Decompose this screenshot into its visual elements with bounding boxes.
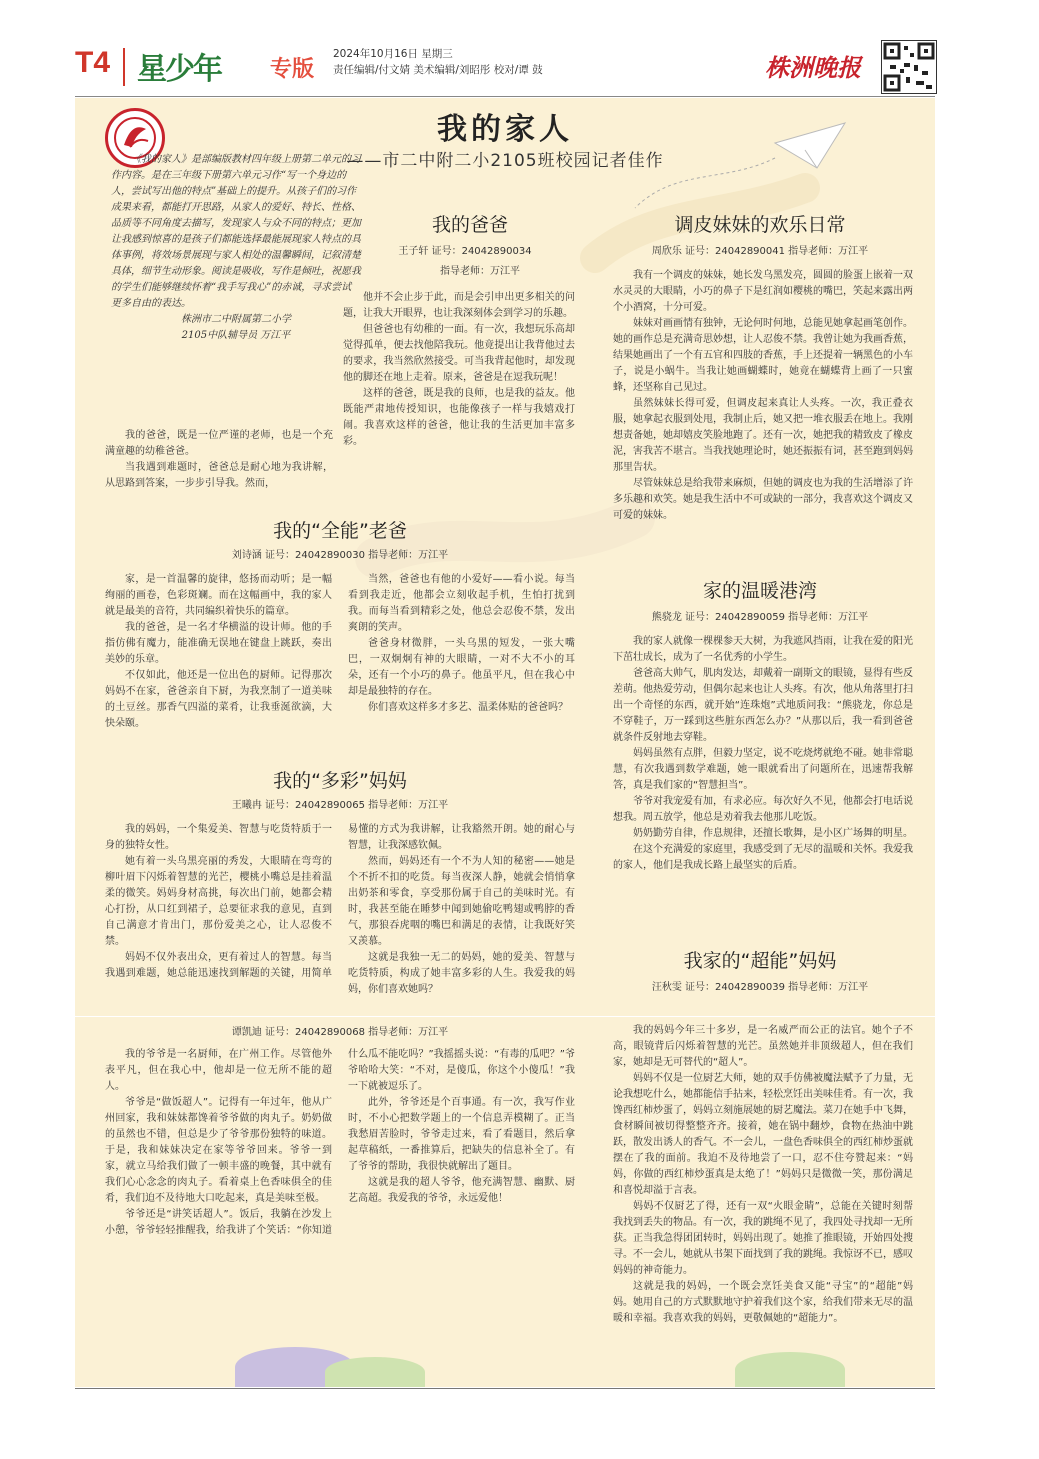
intro-signature-teacher: 2105中队辅导员 万江平 (181, 330, 291, 341)
intro-paragraph: 《我的家人》是部编版教材四年级上册第二单元的习作内容。是在三年级下册第六单元习作“写一个身边的人，尝试写出他的特点”基础上的提升。从孩子们的习作成果来看，都能打开思路，从家人的爱好、特长、性格、品质等不同角度去描写，发现家人与众不同的特点；更加让我感到惊喜的是孩子们都能选择最能展现家人特点的具体事例，将效场景展现与家人相处的温馨瞬间，记叙清楚具体，细节生动形象。阅读是吸收，写作是倾吐，祝愿我的学生们能够继续怀着“我手写我心”的赤诚，寻求尝试更多自由的表达。 (111, 154, 361, 309)
paragraph: 他并不会止步于此，而是会引申出更多相关的问题，让我大开眼界，也让我深刻体会到学习的乐趣。 (343, 292, 575, 319)
decorative-hill (735, 1352, 845, 1387)
article-byline-super-mom: 汪秋雯 证号：24042890039 指导老师：万江平 (651, 982, 869, 993)
teacher-intro (111, 152, 361, 344)
header-divider (123, 48, 125, 86)
article-body-father (343, 290, 575, 450)
paragraph: 不仅如此，他还是一位出色的厨师。记得那次妈妈不在家，爸爸亲自下厨，为我烹制了一道美味的土豆丝。那香气四溢的菜肴，让我垂涎欲滴，大快朵颐。 (105, 670, 332, 729)
paragraph: 此外，爷爷还是个百事通。有一次，我写作业时，不小心把数学题上的一个信息弄模糊了。正当我愁眉苦脸时，爷爷走过来，看了看题目，然后拿起草稿纸，一番推算后，把缺失的信息补全了。有了爷爷的帮助，我很快就解出了题目。 (348, 1097, 575, 1172)
paragraph: 妈妈不仅是一位厨艺大师，她的双手仿佛被魔法赋予了力量，无论我想吃什么，她都能信手拈来，轻松烹饪出美味佳肴。有一次，我馋西红柿炒蛋了，妈妈立刻施展她的厨艺魔法。菜刀在她手中飞舞，食材瞬间被切得整整齐齐。接着，她在锅中翻炒，食物在热油中跳跃，散发出诱人的香气。不一会儿，一盘色香味俱全的西红柿炒蛋就摆在了我的面前。我迫不及待地尝了一口，忍不住夸赞起来：“妈妈，你做的西红柿炒蛋真是太绝了！”妈妈只是微微一笑，那份满足和喜悦却溢于言表。 (613, 1073, 913, 1196)
article-byline-allround-dad: 刘诗涵 证号：24042890030 指导老师：万江平 (231, 550, 449, 561)
footer-rule (75, 1388, 935, 1389)
content-area-lower (75, 1017, 935, 1387)
editors-line: 责任编辑/付文婧 美术编辑/刘昭彤 校对/谭 鼓 (333, 64, 543, 76)
article-title-colorful-mom: 我的“多彩”妈妈 (273, 770, 407, 792)
edition-label: 专版 (270, 57, 315, 82)
article-teacher-father: 指导老师：万江平 (440, 266, 520, 277)
article-title-super-mom: 我家的“超能”妈妈 (683, 950, 837, 972)
paragraph: 但爸爸也有幼稚的一面。有一次，我想玩乐高却觉得孤单，便去找他陪我玩。他竟提出让我背他过去的要求，我当然欣然接受。可当我背起他时，却发现他的脚还在地上走着。原来，爸爸是在逗我玩呢！ (343, 324, 575, 383)
paragraph: 爸爸身材微胖，一头乌黑的短发，一张大嘴巴，一双炯炯有神的大眼睛，一对不大不小的耳朵，还有一个小巧的鼻子。他虽平凡，但在我心中却是最独特的存在。 (348, 638, 575, 697)
article-title-father: 我的爸爸 (431, 214, 508, 236)
article-title-warm-harbor: 家的温暖港湾 (702, 580, 817, 602)
paragraph: 尽管妹妹总是给我带来麻烦，但她的调皮也为我的生活增添了许多乐趣和欢笑。她是我生活中不可或缺的一部分，我喜欢这个调皮又可爱的妹妹。 (613, 478, 913, 521)
paragraph: 你们喜欢这样多才多艺、温柔体贴的爸爸吗？ (368, 702, 568, 713)
article-byline-warm-harbor: 熊骁龙 证号：24042890059 指导老师：万江平 (651, 612, 869, 623)
paragraph: 爷爷对我宠爱有加，有求必应。每次好久不见，他都会打电话说想我。周五放学，他总是劝着我去他那儿吃饭。 (613, 796, 913, 823)
paragraph: 这就是我独一无二的妈妈，她的爱美、智慧与吃货特质，构成了她丰富多彩的人生。我爱我的妈妈，你们喜欢她吗？ (348, 952, 575, 995)
header-meta (333, 46, 543, 78)
article-byline-father: 王子轩 证号：24042890034 (398, 246, 532, 257)
paragraph: 这就是我的超人爷爷，他充满智慧、幽默、厨艺高超。我爱我的爷爷，永远爱他！ (348, 1177, 575, 1204)
paragraph: 妹妹对画画情有独钟，无论何时何地，总能见她拿起画笔创作。她的画作总是充满奇思妙想，让人忍俊不禁。我曾让她为我画香蕉，结果她画出了一个有五官和四肢的香蕉，手上还提着一辆黑色的小车子，说是小蜗牛。当我让她画蝴蝶时，她竟在蝴蝶背上画了一只蜜蜂，还坚称自己见过。 (613, 318, 913, 393)
decorative-hill (325, 1357, 425, 1387)
paragraph: 我的妈妈今年三十多岁，是一名威严而公正的法官。她个子不高，眼镜背后闪烁着智慧的光芒。虽然她并非顶级超人，但在我们家，她却是无可替代的“超人”。 (613, 1025, 913, 1068)
paragraph: 我的爸爸，是一名才华横溢的设计师。他的手指仿佛有魔力，能准确无误地在键盘上跳跃，奏出美妙的乐章。 (105, 622, 332, 665)
article-body-warm-harbor (613, 634, 913, 874)
page-subtitle: ——市二中附二小2105班校园记者佳作 (346, 151, 664, 171)
article-title-naughty-sister: 调皮妹妹的欢乐日常 (674, 214, 846, 236)
article-byline-colorful-mom: 王曦冉 证号：24042890065 指导老师：万江平 (231, 800, 449, 811)
article-body-colorful-mom (105, 822, 575, 1018)
header-rule (75, 96, 935, 97)
paragraph: 妈妈不仅厨艺了得，还有一双“火眼金睛”，总能在关键时刻帮我找到丢失的物品。有一次，我的跳绳不见了，我四处寻找却一无所获。正当我急得团团转时，妈妈出现了。她推了推眼镜，开始四处搜寻。不一会儿，她就从书架下面找到了我的跳绳。我惊讶不已，感叹妈妈的神奇能力。 (613, 1201, 913, 1276)
article-body-naughty-sister (613, 268, 913, 524)
intro-signature-school: 株洲市二中附属第二小学 (181, 314, 291, 325)
paragraph: 虽然妹妹长得可爱，但调皮起来真让人头疼。一次，我正叠衣服，她拿起衣服到处甩，我制止后，她又把一堆衣服丢在地上。我刚想责备她，她却嬉皮笑脸地跑了。还有一次，她把我的精致皮了橡皮泥，害我苦不堪言。当我找她理论时，她还振振有词，甚至跑到妈妈那里告状。 (613, 398, 913, 473)
paragraph: 她有着一头乌黑亮丽的秀发，大眼睛在弯弯的柳叶眉下闪烁着智慧的光芒，樱桃小嘴总是挂着温柔的微笑。妈妈身材高挑，每次出门前，她都会精心打扮，从口红到裙子，总要征求我的意见，直到自己满意才肯出门，那份爱美之心，让人忍俊不禁。 (105, 856, 332, 947)
article-body-allround-dad (105, 572, 575, 758)
page-number: T4 (75, 46, 111, 79)
brand-logo-text: 星少年 (137, 52, 221, 87)
paragraph: 我的爷爷是一名厨师，在广州工作。尽管他外表平凡，但在我心中，他却是一位无所不能的超人。 (105, 1049, 332, 1092)
qr-code-icon (881, 40, 937, 94)
paragraph: 奶奶勤劳自律，作息规律，还擅长歌舞，是小区广场舞的明星。 (633, 828, 913, 839)
paragraph: 爷爷还是“讲笑话超人”。饭后，我躺在沙发上小憩，爷爷轻轻推醒我，给我讲了个笑话：“你知道什么瓜不能吃吗？”我摇摇头说：“有毒的瓜吧？”爷爷哈哈大笑：“不对，是傻瓜，你这个小傻瓜！”我一下就被逗乐了。 (105, 1049, 575, 1236)
content-area (75, 98, 935, 1016)
paragraph: 我有一个调皮的妹妹，她长发乌黑发亮，圆圆的脸蛋上嵌着一双水灵灵的大眼睛，小巧的鼻子下是红润如樱桃的嘴巴，笑起来露出两个小酒窝，十分可爱。 (613, 270, 913, 313)
article-byline-super-grandpa: 谭凯迪 证号：24042890068 指导老师：万江平 (231, 1027, 449, 1038)
paragraph: 妈妈不仅外表出众，更有着过人的智慧。每当我遇到难题，她总能迅速找到解题的关键，用简单易懂的方式为我讲解，让我豁然开朗。她的耐心与智慧，让我深感钦佩。 (105, 824, 575, 979)
page-header (75, 40, 935, 92)
paragraph: 家，是一首温馨的旋律，悠扬而动听；是一幅绚丽的画卷，色彩斑斓。而在这幅画中，我的家人就是最美的音符，共同编织着快乐的篇章。 (105, 574, 332, 617)
paragraph: 我的爸爸，既是一位严谨的老师，也是一个充满童趣的幼稚爸爸。 (105, 430, 333, 457)
paragraph: 我的家人就像一棵棵参天大树，为我遮风挡雨，让我在爱的阳光下茁壮成长，成为了一名优秀的小学生。 (613, 636, 913, 663)
newspaper-masthead: 株洲晚报 (765, 53, 861, 82)
paragraph: 爸爸高大帅气，肌肉发达，却戴着一副斯文的眼镜，显得有些反差萌。他热爱劳动，但偶尔起来也让人头疼。有次，他从角落里打扫出一个奇怪的东西，就开始“连珠炮”式地质问我：“熊骁龙，你总是不穿鞋子，万一踩到这些脏东西怎么办？”从那以后，我一看到爸爸就条件反射地去穿鞋。 (613, 668, 913, 743)
paragraph: 当然，爸爸也有他的小爱好——看小说。每当看到我走近，他都会立刻收起手机，生怕打扰到我。而每当看到精彩之处，他总会忍俊不禁，发出爽朗的笑声。 (348, 574, 575, 633)
paragraph: 然而，妈妈还有一个不为人知的秘密——她是个不折不扣的吃货。每当夜深人静，她就会悄悄拿出奶茶和零食，享受那份属于自己的美味时光。有时，我甚至能在睡梦中闻到她偷吃鸭翅或鸭脖的香气，那狼吞虎咽的嘴巴和满足的表情，让我既好笑又羡慕。 (348, 856, 575, 947)
paragraph: 妈妈虽然有点胖，但毅力坚定，说不吃烧烤就绝不碰。她非常聪慧，有次我遇到数学难题，她一眼就看出了问题所在，迅速帮我解答，真是我们家的“智慧担当”。 (613, 748, 913, 791)
page-title: 我的家人 (437, 112, 573, 147)
paragraph: 当我遇到难题时，爸爸总是耐心地为我讲解，从思路到答案，一步步引导我。然而， (105, 462, 333, 489)
article-opening-father (105, 428, 333, 492)
paragraph: 我的妈妈，一个集爱美、智慧与吃货特质于一身的独特女性。 (105, 824, 332, 851)
paragraph: 在这个充满爱的家庭里，我感受到了无尽的温暖和关怀。我爱我的家人，他们是我成长路上最坚实的后盾。 (613, 844, 913, 871)
article-title-allround-dad: 我的“全能”老爸 (273, 520, 407, 542)
article-body-super-mom (613, 1023, 913, 1363)
article-body-super-grandpa (105, 1047, 575, 1347)
date-line: 2024年10月16日 星期三 (333, 48, 453, 60)
paragraph: 这就是我的妈妈，一个既会烹饪美食又能“寻宝”的“超能”妈妈。她用自己的方式默默地守护着我们这个家，给我们带来无尽的温暖和幸福。我喜欢我的妈妈，更敬佩她的“超能力”。 (613, 1281, 913, 1324)
paragraph: 这样的爸爸，既是我的良师，也是我的益友。他既能严肃地传授知识，也能像孩子一样与我嬉戏打闹。我喜欢这样的爸爸，他让我的生活更加丰富多彩。 (343, 388, 575, 447)
article-byline-naughty-sister: 周欣乐 证号：24042890041 指导老师：万江平 (651, 246, 869, 257)
paragraph: 爷爷是“做饭超人”。记得有一年过年，他从广州回家，我和妹妹都馋着爷爷做的肉丸子。奶奶做的虽然也不错，但总是少了爷爷那份独特的味道。于是，我和妹妹决定在家等爷爷回来。爷爷一到家，就立马给我们做了一顿丰盛的晚餐，其中就有我们心心念念的肉丸子。看着桌上色香味俱全的佳肴，我们迫不及待地大口吃起来，真是美味至极。 (105, 1097, 332, 1204)
